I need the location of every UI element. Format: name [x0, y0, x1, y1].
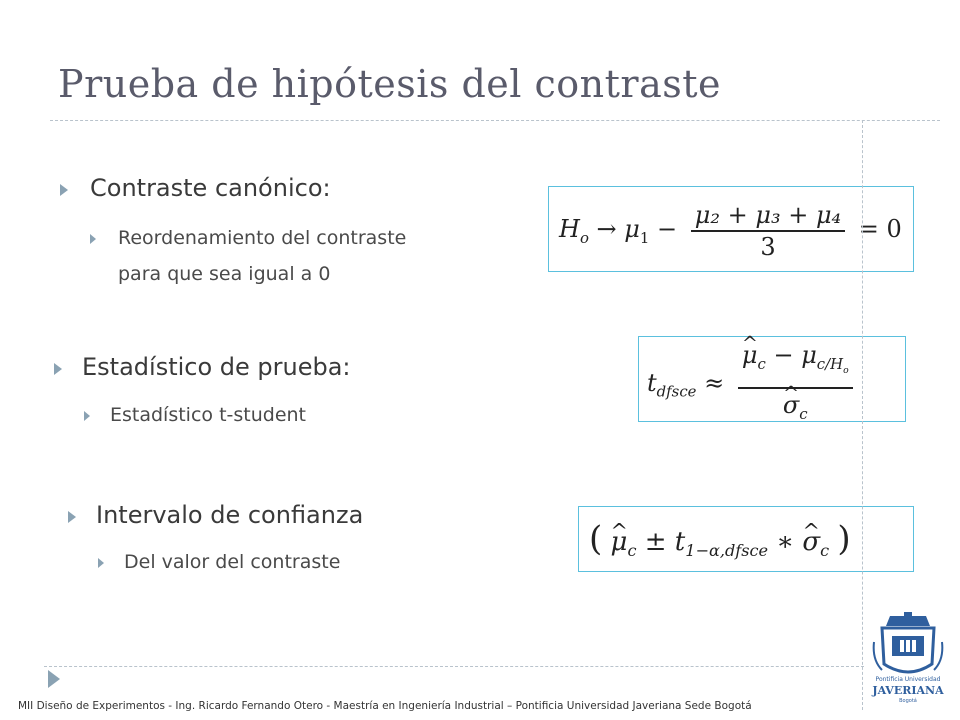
sub-bullet-arrow-icon [90, 234, 96, 244]
logo-line1: Pontificia Universidad [875, 676, 941, 683]
section-heading-interval: Intervalo de confianza [96, 501, 364, 529]
formula-confidence-interval: ( ^ $\mu_c \pm t_{1-\alpha,dfsce}$ ∗ ^ $\sigma_c$ ) [589, 513, 851, 577]
section-heading-canonical: Contraste canónico: [90, 174, 331, 202]
formula-box-confidence-interval [578, 506, 914, 572]
slide-title: Prueba de hipótesis del contraste [58, 62, 722, 106]
footer-text: MII Diseño de Experimentos - Ing. Ricardo Fernando Otero - Maestría en Ingeniería Industrial – Pontificia Universidad Javeriana Sede Bogotá [18, 700, 752, 712]
section-sub-canonical-1: Reordenamiento del contraste [118, 227, 407, 249]
university-logo [870, 612, 946, 708]
section-sub-canonical-2: para que sea igual a 0 [118, 263, 331, 285]
title-divider [50, 120, 940, 121]
sub-bullet-arrow-icon [98, 558, 104, 568]
bullet-arrow-icon [68, 511, 76, 523]
footer-divider [44, 666, 864, 667]
formula-box-t-statistic [638, 336, 906, 422]
bullet-arrow-icon [60, 184, 68, 196]
section-sub-interval: Del valor del contraste [124, 551, 341, 573]
footer-vertical-divider [862, 120, 863, 710]
formula-null-hypothesis: $H_o \to \mu_1$ − $\frac{\text{μ₂ + μ₃ + μ₄}}{3}$ = 0 [559, 200, 902, 261]
logo-line2: JAVERIANA [872, 684, 944, 697]
logo-line3: Bogotá [899, 698, 917, 704]
footer-arrow-icon [48, 670, 60, 688]
formula-t-statistic: $t_{dfsce}$ ≈ ^ $\mu_c - \mu_{c/H_o}$ ^ $\sigma_c$ [647, 341, 859, 430]
section-heading-statistic: Estadístico de prueba: [82, 353, 351, 381]
formula-box-null-hypothesis [548, 186, 914, 272]
bullet-arrow-icon [54, 363, 62, 375]
sub-bullet-arrow-icon [84, 411, 90, 421]
section-sub-statistic: Estadístico t-student [110, 404, 307, 426]
